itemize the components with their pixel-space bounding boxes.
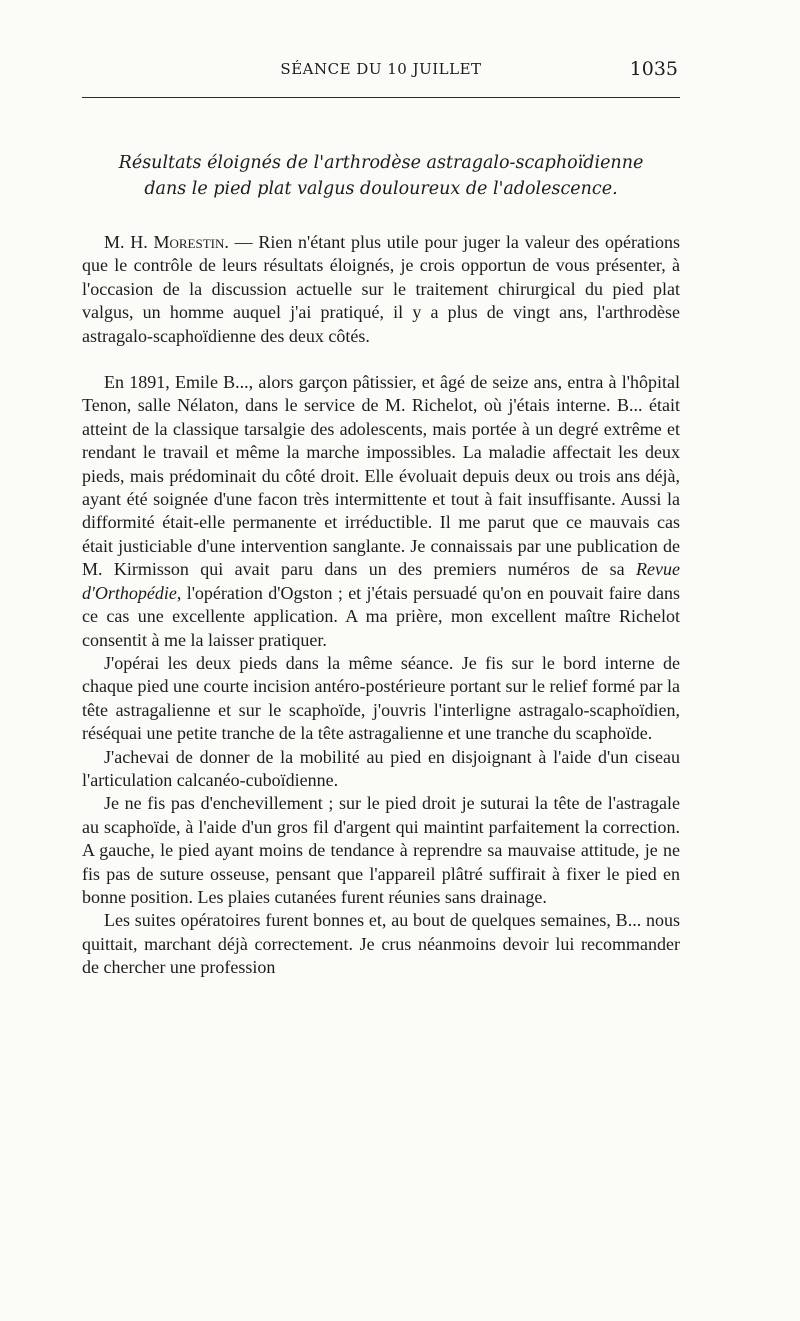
paragraph-1-text: . — Rien n'étant plus utile pour juger la valeur des opérations que le contrôle de leurs résultats éloignés, je crois opportun de vous présenter, à l'occasion de la discussion actuelle sur le traitement chirurgical du pied plat valgus, un homme auquel j'ai pratiqué, il y a plus de vingt ans, l'arthrodèse astragalo-scaphoïdienne des deux côtés. [82, 232, 680, 346]
paragraph-1 [82, 231, 680, 348]
header-rule [82, 97, 680, 98]
author-prefix: M. H. [104, 232, 154, 252]
journal-title: Revue d'Orthopédie [82, 559, 680, 603]
paragraph-4: J'achevai de donner de la mobilité au pied en disjoignant à l'aide d'un ciseau l'articulation calcanéo-cuboïdienne. [82, 746, 680, 790]
article-title-line-1: Résultats éloignés de l'arthrodèse astragalo-scaphoïdienne [118, 153, 644, 173]
paragraph-6: Les suites opératoires furent bonnes et, au bout de quelques semaines, B... nous quittait, marchant déjà correctement. Je crus néanmoins devoir lui recommander de chercher une profession [82, 910, 680, 978]
paragraph-2-text-a: En 1891, Emile B..., alors garçon pâtissier, et âgé de seize ans, entra à l'hôpital Tenon, salle Nélaton, dans le service de M. Richelot, où j'étais interne. B... était atteint de la classique tarsalgie des adolescents, mais portée à un degré extrême et rendant le travail et même la marche impossibles. La maladie affectait les deux pieds, mais prédominait du côté droit. Elle évoluait depuis deux ou trois ans déjà, ayant été soignée d'une facon très intermittente et tout à fait insuffisante. Aussi la difformité était-elle permanente et irréductible. Il me parut que ce mauvais cas était justiciable d'une intervention sanglante. Je connaissais par une publication de M. Kirmisson qui avait paru dans un des premiers numéros de sa [82, 372, 680, 580]
page-number: 1035 [629, 58, 678, 80]
article-title [82, 150, 680, 202]
running-title: SÉANCE DU 10 JUILLET [280, 60, 482, 78]
article-title-line-2: dans le pied plat valgus douloureux de l'adolescence. [144, 179, 618, 199]
paragraph-2-text-b: , l'opération d'Ogston ; et j'étais persuadé qu'on en pouvait faire dans ce cas une excellente application. A ma prière, mon excellent maître Richelot consentit à me la laisser pratiquer. [82, 582, 680, 650]
paragraph-5: Je ne fis pas d'enchevillement ; sur le pied droit je suturai la tête de l'astragale au scaphoïde, à l'aide d'un gros fil d'argent qui maintint parfaitement la correction. A gauche, le pied ayant moins de tendance à reprendre sa mauvaise attitude, je ne fis pas de suture osseuse, pensant que l'appareil plâtré suffirait à fixer le pied en bonne position. Les plaies cutanées furent réunies sans drainage. [82, 793, 680, 907]
article-body [82, 231, 680, 980]
paragraph-3: J'opérai les deux pieds dans la même séance. Je fis sur le bord interne de chaque pied une courte incision antéro-postérieure portant sur le relief formé par la tête astragalienne et sur le scaphoïde, j'ouvris l'interligne astragalo-scaphoïdien, réséquai une petite tranche de la tête astragalienne et une tranche du scaphoïde. [82, 652, 680, 744]
page-header [82, 56, 680, 90]
paragraph-2 [82, 371, 680, 652]
author-name: Morestin [153, 232, 225, 252]
